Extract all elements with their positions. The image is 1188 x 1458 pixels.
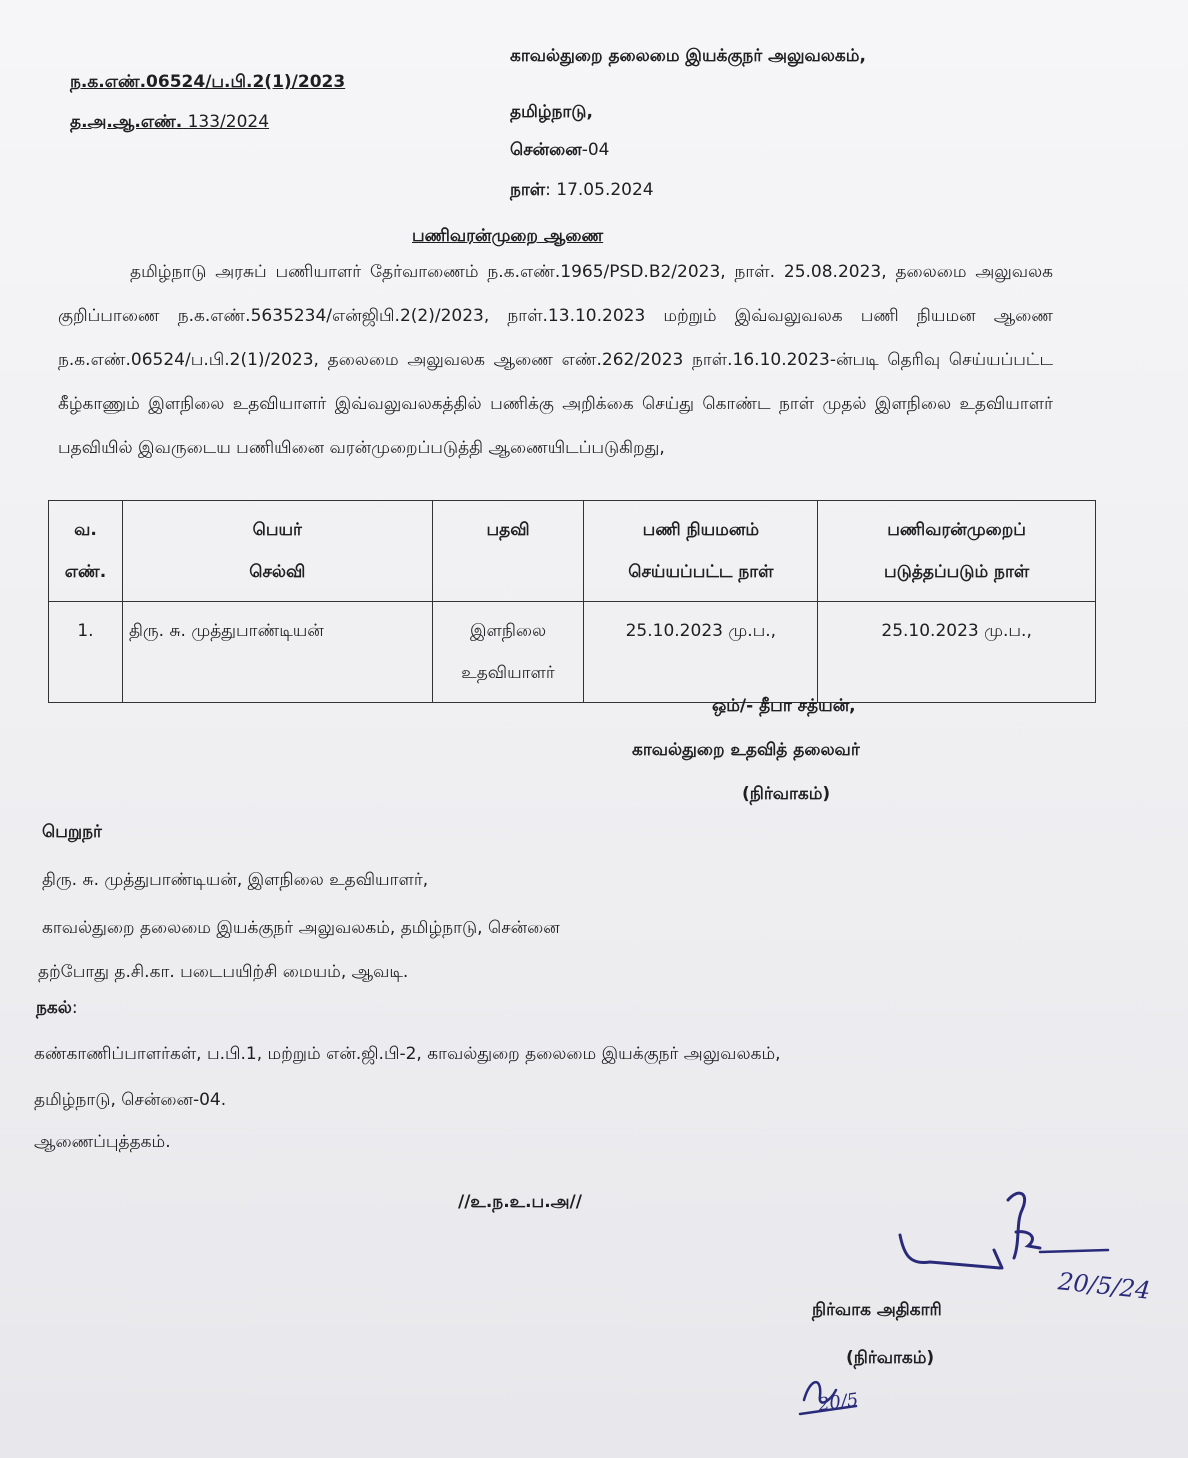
regularisation-table — [48, 500, 1096, 703]
officer-designation: நிர்வாக அதிகாரி — [812, 1300, 942, 1320]
recipient-line-1: திரு. சு. முத்துபாண்டியன், இளநிலை உதவியாளர், — [42, 870, 429, 890]
cell-serial: 1. — [49, 602, 123, 703]
recipient-label: பெறுநர் — [42, 822, 102, 842]
column-header-post: பதவி — [432, 501, 584, 602]
city-line — [510, 140, 609, 162]
column-header-regularised-date: பணிவரன்முறைப் படுத்தப்படும் நாள் — [818, 501, 1096, 602]
copy-line-2: தமிழ்நாடு, சென்னை-04. — [34, 1090, 227, 1110]
attestation-mark: //உ.ந.உ.ப.அ// — [458, 1192, 582, 1212]
cell-regularised-date: 25.10.2023 மு.ப., — [818, 602, 1096, 703]
cell-appointed-date: 25.10.2023 மு.ப., — [584, 602, 818, 703]
date-value: : 17.05.2024 — [545, 180, 654, 200]
signatory-department: (நிர்வாகம்) — [742, 784, 831, 804]
document-title: பணிவரன்முறை ஆணை — [412, 226, 604, 246]
date-label: நாள் — [510, 180, 546, 200]
handwritten-date: 20/5/24 — [1056, 1267, 1152, 1305]
handwritten-signature — [890, 1180, 1120, 1280]
order-number — [70, 112, 269, 134]
signatory-name: ஒம்/- தீபா சத்யன், — [712, 696, 856, 716]
date-line — [510, 180, 654, 202]
copy-label: நகல் — [36, 998, 72, 1018]
column-header-appointed-date: பணி நியமனம் செய்யப்பட்ட நாள் — [584, 501, 818, 602]
city-code: -04 — [581, 140, 610, 160]
column-header-name: பெயர் செல்வி — [122, 501, 432, 602]
officer-department: (நிர்வாகம்) — [846, 1348, 935, 1368]
copy-line-3: ஆணைப்புத்தகம். — [34, 1132, 171, 1152]
table-row — [49, 602, 1096, 703]
cell-post: இளநிலை உதவியாளர் — [432, 602, 584, 703]
recipient-line-2: காவல்துறை தலைமை இயக்குநர் அலுவலகம், தமிழ்நாடு, சென்னை — [42, 918, 560, 938]
signatory-designation: காவல்துறை உதவித் தலைவர் — [632, 740, 860, 760]
reference-number: ந.க.எண்.06524/ப.பி.2(1)/2023 — [70, 72, 346, 92]
order-body-paragraph: தமிழ்நாடு அரசுப் பணியாளர் தேர்வாணைம் ந.க.எண்.1965/PSD.B2/2023, நாள். 25.08.2023, தலைமை அலுவலக குறிப்பாணை ந.க.எண்.5635234/என்ஜிபி.2(2)/2023, நாள்.13.10.2023 மற்றும் இவ்வலுவலக பணி நியமன ஆணை ந.க.எண்.06524/ப.பி.2(1)/2023, தலைமை அலுவலக ஆணை எண்.262/2023 நாள்.16.10.2023-ன்படி தெரிவு செய்யப்பட்ட கீழ்காணும் இளநிலை உதவியாளர் இவ்வலுவலகத்தில் பணிக்கு அறிக்கை செய்து கொண்ட நாள் முதல் இளநிலை உதவியாளர் பதவியில் இவருடைய பணியினை வரன்முறைப்படுத்தி ஆணையிடப்படுகிறது, — [58, 262, 1053, 458]
order-number-value: 133/2024 — [187, 112, 270, 132]
office-name: காவல்துறை தலைமை இயக்குநர் அலுவலகம், — [510, 46, 866, 66]
state-name: தமிழ்நாடு, — [510, 102, 593, 122]
table-header-row — [49, 501, 1096, 602]
order-number-label: த.அ.ஆ.எண். — [70, 112, 183, 132]
handwritten-initial-date: 20/5 — [816, 1389, 860, 1416]
recipient-line-3: தற்போது த.சி.கா. படைபயிற்சி மையம், ஆவடி. — [38, 962, 409, 982]
copy-label-line: நகல்: — [36, 998, 78, 1018]
copy-line-1: கண்காணிப்பாளர்கள், ப.பி.1, மற்றும் என்.ஜி.பி-2, காவல்துறை தலைமை இயக்குநர் அலுவலகம், — [34, 1044, 781, 1064]
city-label: சென்னை — [510, 140, 582, 160]
cell-name: திரு. சு. முத்துபாண்டியன் — [122, 602, 432, 703]
column-header-serial: வ. எண். — [49, 501, 123, 602]
